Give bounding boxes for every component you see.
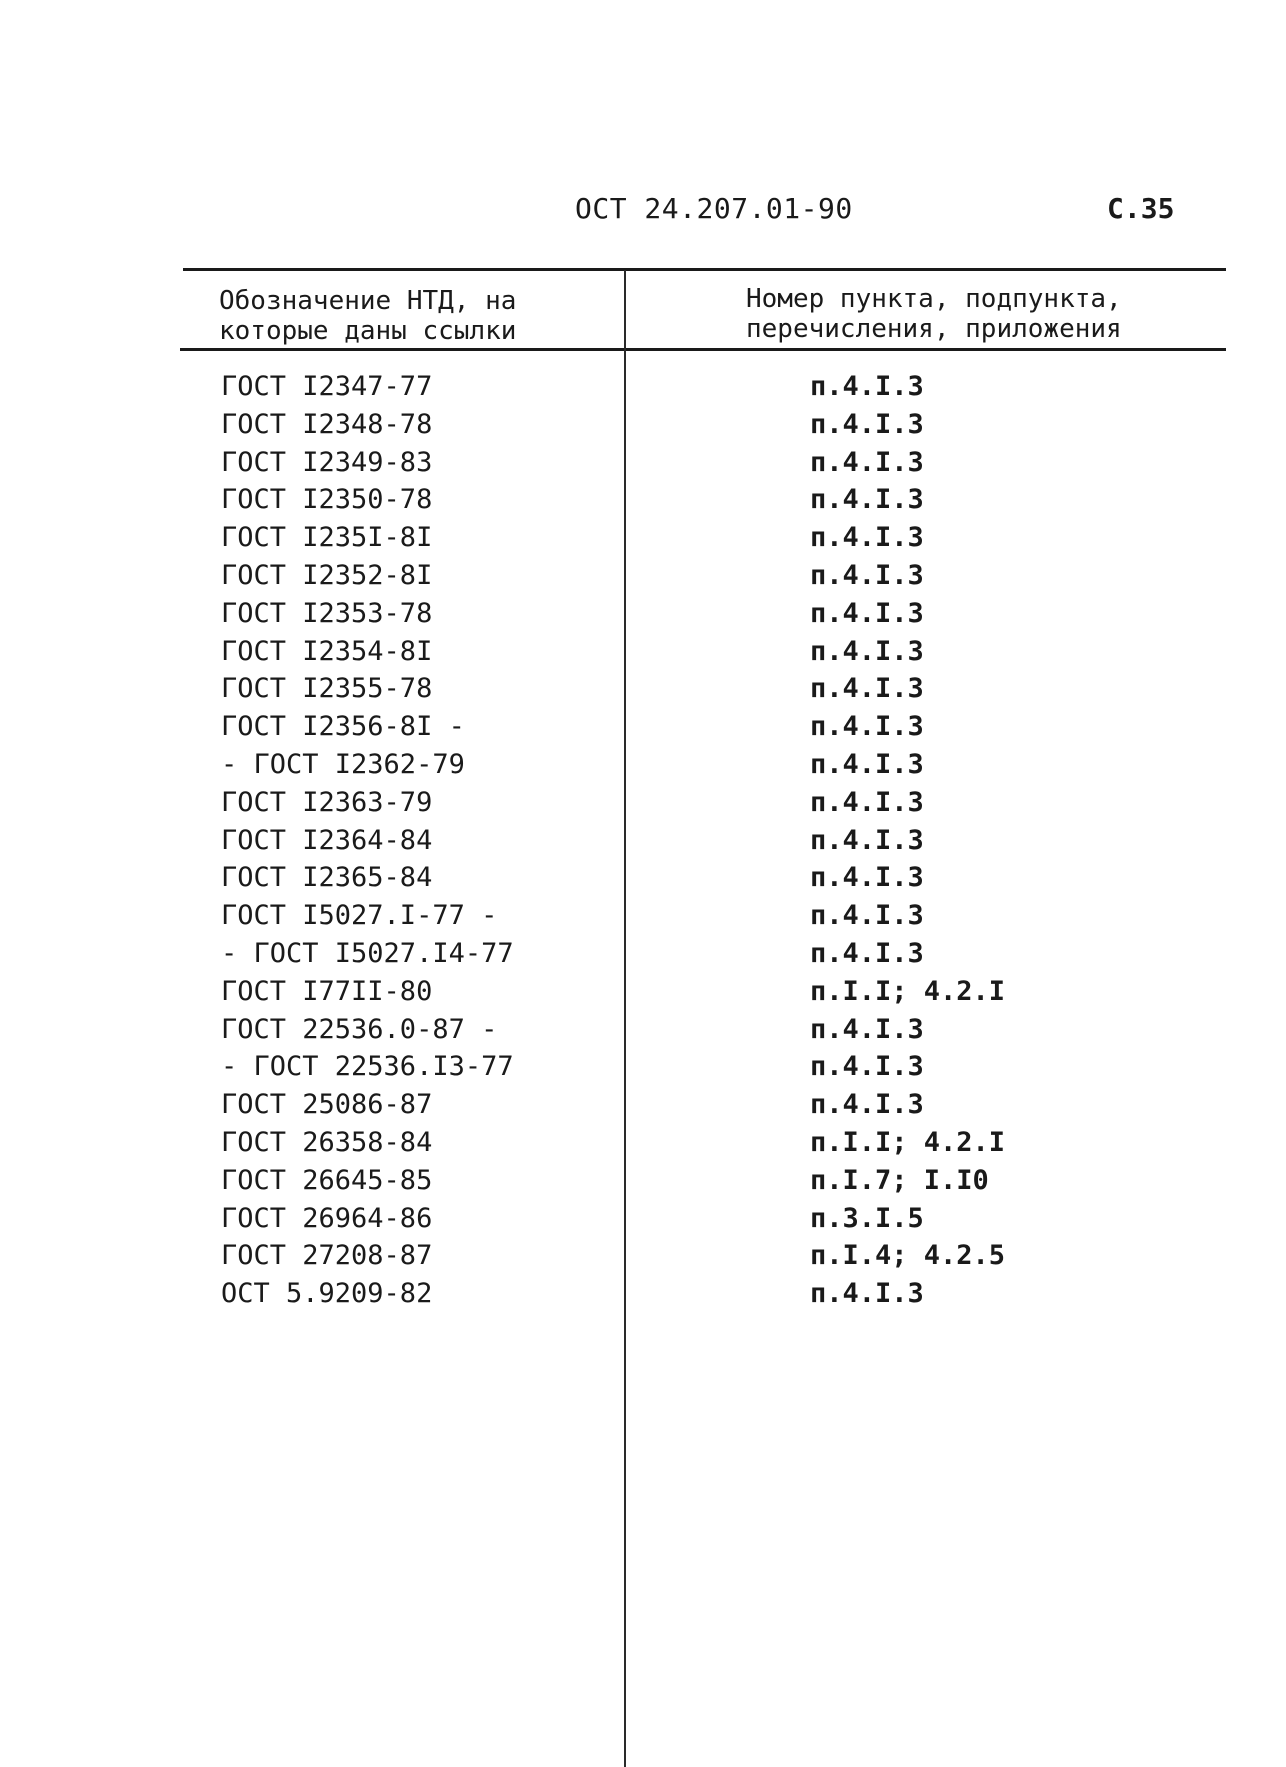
document-designation-cell: - ГОСТ 22536.I3-77	[221, 1051, 514, 1083]
clause-reference-cell: п.4.I.3	[810, 748, 924, 780]
clause-reference-cell: п.4.I.3	[810, 559, 924, 591]
document-designation-cell: ГОСТ I5027.I-77 -	[221, 900, 498, 932]
document-designation-cell: ГОСТ I2354-8I	[221, 635, 433, 667]
table-row	[0, 708, 1286, 746]
table-row	[0, 784, 1286, 822]
clause-reference-cell: п.4.I.3	[810, 446, 924, 478]
page-number: С.35	[1107, 192, 1175, 225]
clause-reference-cell: п.4.I.3	[810, 371, 924, 402]
clause-reference-cell: п.4.I.3	[810, 408, 924, 440]
document-designation-cell: ГОСТ I2350-78	[221, 484, 433, 516]
table-row	[0, 519, 1286, 557]
document-designation-cell: ГОСТ I2365-84	[221, 862, 433, 894]
table-row	[0, 595, 1286, 633]
document-designation-cell: ГОСТ I2356-8I -	[221, 711, 465, 743]
table-row	[0, 633, 1286, 671]
column-header-documents	[219, 286, 516, 346]
document-designation-cell: ГОСТ 22536.0-87 -	[221, 1013, 498, 1045]
document-designation-cell: ГОСТ 27208-87	[221, 1240, 433, 1272]
table-row	[0, 1275, 1286, 1313]
clause-reference-cell: п.4.I.3	[810, 862, 924, 894]
clause-reference-cell: п.I.I; 4.2.I	[810, 1126, 1006, 1158]
column-header-references-line-2: перечисления, приложения	[746, 314, 1122, 344]
document-designation-cell: ГОСТ I2353-78	[221, 597, 433, 629]
clause-reference-cell: п.4.I.3	[810, 673, 924, 705]
clause-reference-cell: п.4.I.3	[810, 522, 924, 554]
clause-reference-cell: п.3.I.5	[810, 1202, 924, 1234]
table-row	[0, 406, 1286, 444]
clause-reference-cell: п.4.I.3	[810, 1089, 924, 1121]
document-designation-cell: ГОСТ I2364-84	[221, 824, 433, 856]
clause-reference-cell: п.I.4; 4.2.5	[810, 1240, 1006, 1272]
table-row	[0, 557, 1286, 595]
clause-reference-cell: п.4.I.3	[810, 937, 924, 969]
document-designation-cell: ГОСТ I2348-78	[221, 408, 433, 440]
table-row	[0, 368, 1286, 406]
table-row	[0, 1124, 1286, 1162]
document-designation-cell: ГОСТ I2352-8I	[221, 559, 433, 591]
column-header-references-line-1: Номер пункта, подпункта,	[746, 284, 1122, 314]
table-row	[0, 897, 1286, 935]
clause-reference-cell: п.4.I.3	[810, 786, 924, 818]
table-row	[0, 1237, 1286, 1275]
document-designation-cell: ГОСТ I2363-79	[221, 786, 433, 818]
document-code: ОСТ 24.207.01-90	[575, 192, 853, 225]
table-row	[0, 822, 1286, 860]
document-designation-cell: ГОСТ I2355-78	[221, 673, 433, 705]
document-designation-cell: ГОСТ I2347-77	[221, 371, 433, 402]
clause-reference-cell: п.4.I.3	[810, 1051, 924, 1083]
clause-reference-cell: п.I.I; 4.2.I	[810, 975, 1006, 1007]
clause-reference-cell: п.4.I.3	[810, 484, 924, 516]
table-row	[0, 1048, 1286, 1086]
document-designation-cell: ОСТ 5.9209-82	[221, 1278, 433, 1310]
table-top-rule	[183, 268, 1226, 271]
column-header-documents-line-2: которые даны ссылки	[219, 316, 517, 346]
table-row	[0, 859, 1286, 897]
clause-reference-cell: п.4.I.3	[810, 1278, 924, 1310]
column-header-documents-line-1: Обозначение НТД, на	[219, 286, 517, 316]
clause-reference-cell: п.4.I.3	[810, 635, 924, 667]
document-designation-cell: ГОСТ I77II-80	[221, 975, 433, 1007]
table-row	[0, 481, 1286, 519]
table-row	[0, 1086, 1286, 1124]
table-row	[0, 935, 1286, 973]
document-designation-cell: - ГОСТ I5027.I4-77	[221, 937, 514, 969]
table-header-rule	[180, 348, 1226, 351]
table-row	[0, 670, 1286, 708]
column-header-references	[746, 284, 1122, 344]
clause-reference-cell: п.4.I.3	[810, 597, 924, 629]
clause-reference-cell: п.4.I.3	[810, 900, 924, 932]
table-row	[0, 1162, 1286, 1200]
table-row	[0, 973, 1286, 1011]
table-body	[0, 368, 1286, 1313]
table-row	[0, 444, 1286, 482]
document-designation-cell: ГОСТ I2349-83	[221, 446, 433, 478]
table-row	[0, 746, 1286, 784]
clause-reference-cell: п.4.I.3	[810, 824, 924, 856]
clause-reference-cell: п.I.7; I.I0	[810, 1164, 989, 1196]
document-designation-cell: ГОСТ 26645-85	[221, 1164, 433, 1196]
table-row	[0, 1200, 1286, 1238]
document-designation-cell: ГОСТ I235I-8I	[221, 522, 433, 554]
document-designation-cell: ГОСТ 26964-86	[221, 1202, 433, 1234]
table-row	[0, 1011, 1286, 1049]
clause-reference-cell: п.4.I.3	[810, 711, 924, 743]
document-designation-cell: ГОСТ 25086-87	[221, 1089, 433, 1121]
clause-reference-cell: п.4.I.3	[810, 1013, 924, 1045]
document-designation-cell: ГОСТ 26358-84	[221, 1126, 433, 1158]
document-designation-cell: - ГОСТ I2362-79	[221, 748, 465, 780]
